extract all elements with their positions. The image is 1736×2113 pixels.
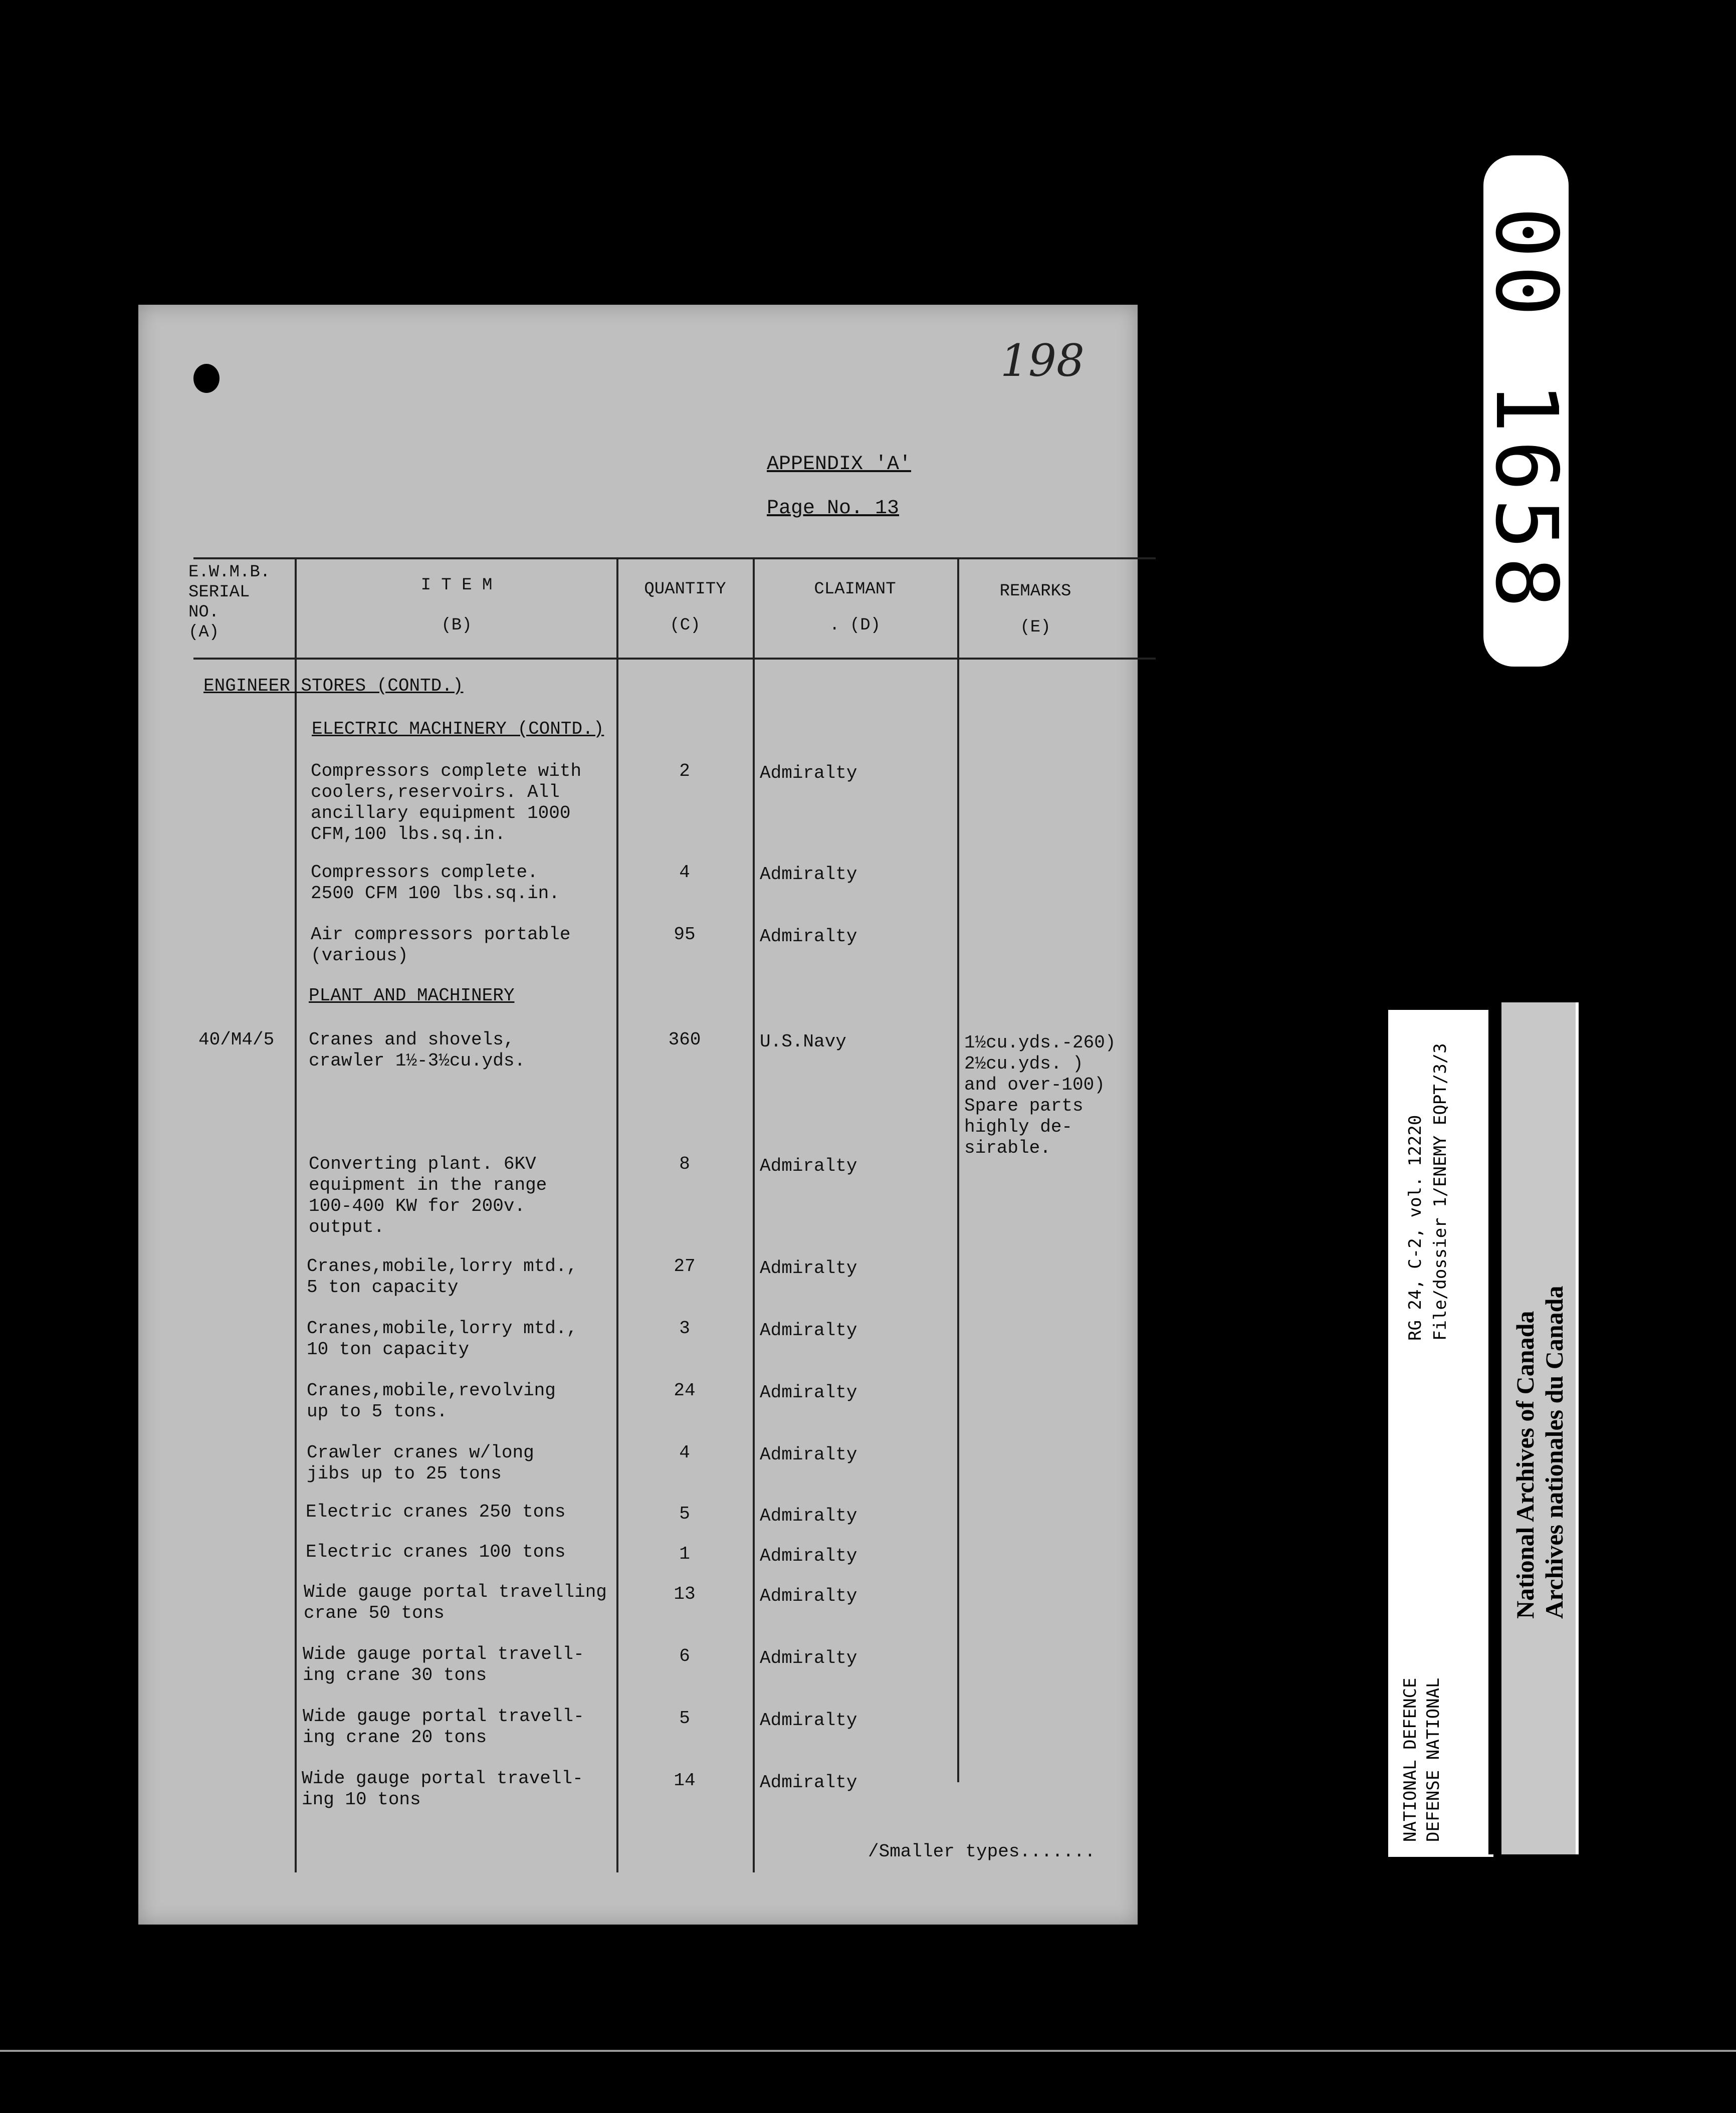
table-top-rule bbox=[193, 557, 1156, 559]
archive-name-label bbox=[1501, 1002, 1576, 1854]
table-row-serial: 40/M4/5 bbox=[198, 1029, 275, 1050]
column-divider-b-c bbox=[616, 559, 618, 1872]
table-row-item: Cranes,mobile,lorry mtd., 10 ton capacity bbox=[307, 1318, 578, 1360]
table-row-item: Air compressors portable (various) bbox=[311, 924, 571, 966]
label-edge bbox=[1576, 1002, 1579, 1854]
table-row-claimant: Admiralty bbox=[760, 1444, 857, 1465]
document-page bbox=[138, 305, 1138, 1925]
archive-reference-label bbox=[1388, 1010, 1493, 1857]
table-row-qty: 14 bbox=[674, 1770, 696, 1791]
table-row-claimant: Admiralty bbox=[760, 1546, 857, 1566]
scan-edge-line bbox=[0, 2050, 1736, 2052]
table-row-item: Converting plant. 6KV equipment in the range 100-400 KW for 200v. output. bbox=[309, 1154, 547, 1237]
table-row-claimant: Admiralty bbox=[760, 1586, 857, 1606]
table-row-item: Crawler cranes w/long jibs up to 25 tons bbox=[307, 1442, 534, 1484]
table-row-qty: 6 bbox=[679, 1646, 690, 1666]
section-plant-machinery: PLANT AND MACHINERY bbox=[309, 985, 515, 1006]
label-divider bbox=[1488, 1002, 1501, 1854]
table-row-qty: 24 bbox=[674, 1380, 696, 1401]
department-en: NATIONAL DEFENCE bbox=[1400, 1677, 1420, 1842]
table-row-claimant: Admiralty bbox=[760, 1648, 857, 1668]
header-serial: E.W.M.B. SERIAL NO. (A) bbox=[188, 563, 271, 642]
table-row-qty: 4 bbox=[679, 862, 690, 883]
table-row-qty: 3 bbox=[679, 1318, 690, 1339]
table-row-claimant: Admiralty bbox=[760, 763, 857, 783]
table-row-qty: 360 bbox=[668, 1029, 701, 1050]
column-divider-d-e bbox=[957, 559, 959, 1782]
section-electric-machinery: ELECTRIC MACHINERY (CONTD.) bbox=[312, 719, 604, 739]
table-row-qty: 13 bbox=[674, 1584, 696, 1604]
frame-number-stamp bbox=[1476, 155, 1576, 667]
reference-line-1: RG 24, C-2, vol. 12220 bbox=[1405, 1115, 1425, 1341]
table-row-item: Wide gauge portal travelling crane 50 tons bbox=[304, 1582, 607, 1623]
table-row-claimant: U.S.Navy bbox=[760, 1031, 846, 1052]
column-divider-c-d bbox=[753, 559, 755, 1872]
table-row-qty: 5 bbox=[679, 1708, 690, 1729]
table-row-claimant: Admiralty bbox=[760, 1506, 857, 1526]
header-claimant-col: . (D) bbox=[829, 616, 881, 635]
table-row-item: Cranes and shovels, crawler 1½-3½cu.yds. bbox=[309, 1029, 526, 1071]
table-row-qty: 27 bbox=[674, 1256, 696, 1277]
table-row-item: Compressors complete with coolers,reservoirs. All ancillary equipment 1000 CFM,100 lbs.sq.in. bbox=[311, 761, 582, 844]
punch-hole bbox=[193, 364, 220, 393]
header-item-col: (B) bbox=[441, 616, 472, 635]
table-row-item: Wide gauge portal travell- ing crane 20 tons bbox=[303, 1706, 584, 1748]
archives-name-fr: Archives nationales du Canada bbox=[1540, 1286, 1568, 1619]
table-row-item: Electric cranes 250 tons bbox=[306, 1502, 566, 1522]
table-row-claimant: Admiralty bbox=[760, 926, 857, 947]
reference-line-2: File/dossier 1/ENEMY EQPT/3/3 bbox=[1430, 1043, 1450, 1341]
table-header-rule bbox=[193, 658, 1156, 660]
header-remarks-col: (E) bbox=[1020, 618, 1051, 637]
frame-number: 00 1658 bbox=[1476, 206, 1576, 615]
table-row-qty: 95 bbox=[674, 924, 696, 945]
header-remarks: REMARKS bbox=[999, 582, 1071, 601]
table-row-item: Electric cranes 100 tons bbox=[306, 1542, 566, 1562]
table-row-qty: 4 bbox=[679, 1442, 690, 1463]
page-number: Page No. 13 bbox=[767, 497, 900, 520]
handwritten-folio-number: 198 bbox=[1000, 335, 1084, 386]
continuation-note: /Smaller types....... bbox=[868, 1841, 1096, 1862]
table-row-qty: 8 bbox=[679, 1154, 690, 1174]
table-row-qty: 1 bbox=[679, 1544, 690, 1564]
table-row-claimant: Admiralty bbox=[760, 1320, 857, 1341]
table-row-item: Cranes,mobile,lorry mtd., 5 ton capacity bbox=[307, 1256, 578, 1298]
table-row-qty: 5 bbox=[679, 1504, 690, 1524]
appendix-heading: APPENDIX 'A' bbox=[767, 453, 912, 476]
table-row-item: Compressors complete. 2500 CFM 100 lbs.sq.in. bbox=[311, 862, 560, 904]
section-engineer-stores: ENGINEER STORES (CONTD.) bbox=[203, 676, 464, 696]
table-row-item: Wide gauge portal travell- ing crane 30 tons bbox=[303, 1644, 584, 1685]
header-quantity: QUANTITY bbox=[644, 580, 726, 599]
table-row-claimant: Admiralty bbox=[760, 1156, 857, 1176]
header-item: I T E M bbox=[420, 576, 493, 595]
table-row-claimant: Admiralty bbox=[760, 864, 857, 885]
table-row-item: Cranes,mobile,revolving up to 5 tons. bbox=[307, 1380, 556, 1422]
table-row-qty: 2 bbox=[679, 761, 690, 781]
column-divider-a-b bbox=[295, 559, 297, 1872]
table-row-claimant: Admiralty bbox=[760, 1258, 857, 1279]
table-row-item: Wide gauge portal travell- ing 10 tons bbox=[302, 1768, 583, 1810]
department-fr: DEFENSE NATIONAL bbox=[1423, 1677, 1443, 1842]
header-quantity-col: (C) bbox=[670, 616, 701, 635]
table-row-claimant: Admiralty bbox=[760, 1382, 857, 1403]
table-row-claimant: Admiralty bbox=[760, 1772, 857, 1793]
archives-name-en: National Archives of Canada bbox=[1511, 1311, 1539, 1619]
table-row-remarks: 1½cu.yds.-260) 2½cu.yds. ) and over-100) Spare parts highly de- sirable. bbox=[964, 1032, 1116, 1158]
table-row-claimant: Admiralty bbox=[760, 1710, 857, 1731]
header-claimant: CLAIMANT bbox=[814, 580, 896, 599]
